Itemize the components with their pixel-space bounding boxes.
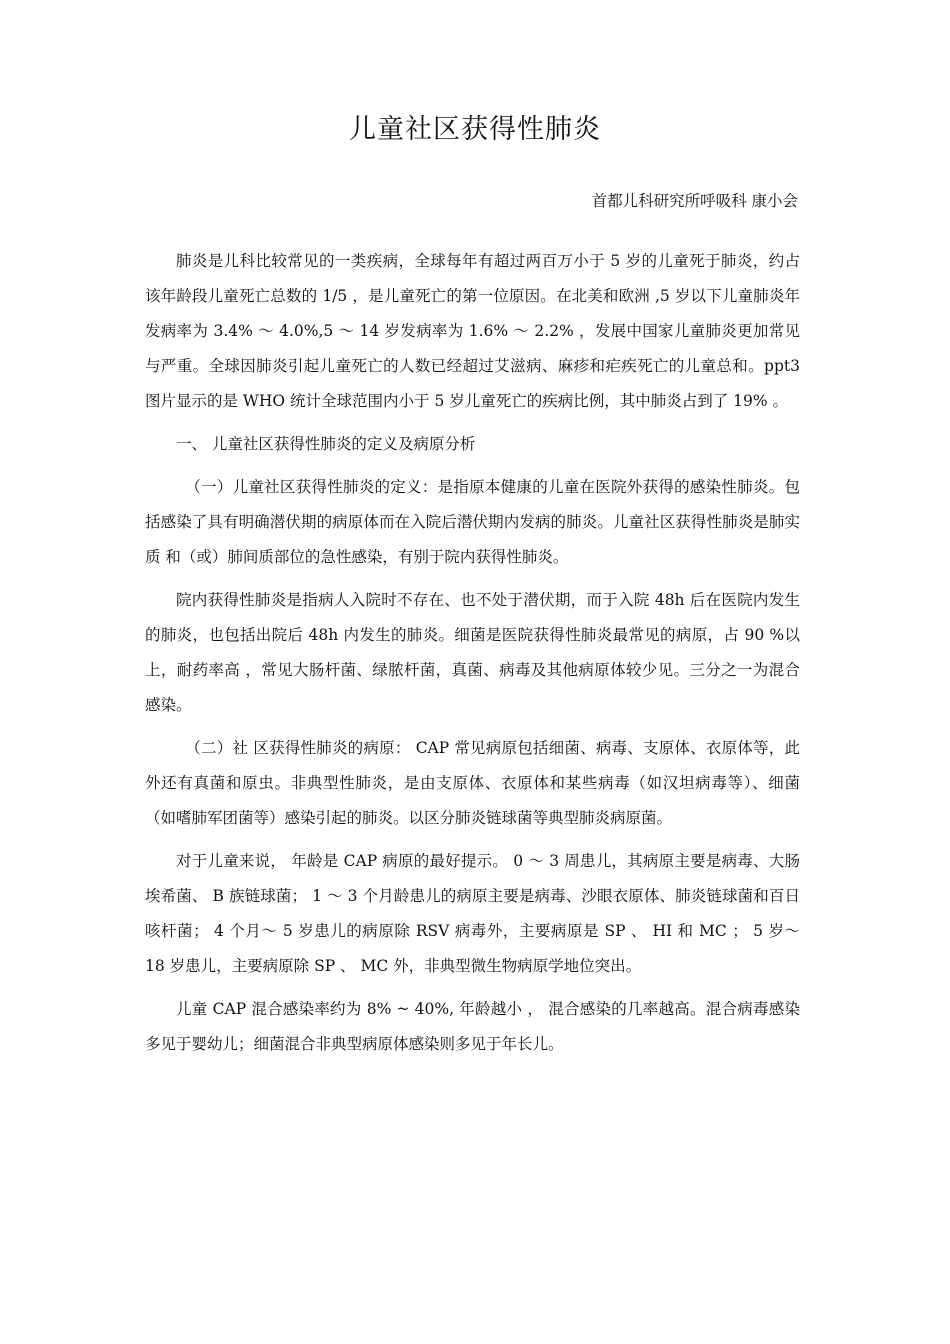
paragraph-pathogens: （二）社 区获得性肺炎的病原： CAP 常见病原包括细菌、病毒、支原体、衣原体等，此外还有真菌和原虫。非典型性肺炎，是由支原体、衣原体和某些病毒（如汉坦病毒等）、细菌（如嗜肺军团菌等）感染引起的肺炎。以区分肺炎链球菌等典型肺炎病原菌。: [145, 739, 800, 827]
document-title: 儿童社区获得性肺炎: [349, 114, 601, 145]
author-line: 首都儿科研究所呼吸科 康小会: [591, 192, 798, 210]
paragraph-definition: （一）儿童社区获得性肺炎的定义：是指原本健康的儿童在医院外获得的感染性肺炎。包括感染了具有明确潜伏期的病原体而在入院后潜伏期内发病的肺炎。儿童社区获得性肺炎是肺实质 和（或）肺间质部位的急性感染，有别于院内获得性肺炎。: [145, 478, 800, 566]
paragraph-age-pathogens: 对于儿童来说， 年龄是 CAP 病原的最好提示。 0 ～ 3 周患儿，其病原主要是病毒、大肠埃希菌、 B 族链球菌； 1 ～ 3 个月龄患儿的病原主要是病毒、沙眼衣原体、肺炎链球菌和百日咳杆菌； 4 个月～ 5 岁患儿的病原除 RSV 病毒外，主要病原是 SP 、 HI 和 MC ； 5 岁～ 18 岁患儿，主要病原除 SP 、 MC 外，非典型微生物病原学地位突出。: [145, 852, 800, 975]
section-heading-1: 一、 儿童社区获得性肺炎的定义及病原分析: [176, 435, 476, 453]
document-body: [145, 244, 800, 1070]
paragraph-intro: 肺炎是儿科比较常见的一类疾病，全球每年有超过两百万小于 5 岁的儿童死于肺炎，约占该年龄段儿童死亡总数的 1/5 ，是儿童死亡的第一位原因。在北美和欧洲 ,5 岁以下儿童肺炎年发病率为 3.4% ～ 4.0%,5 ～ 14 岁发病率为 1.6% ～ 2.2% ，发展中国家儿童肺炎更加常见与严重。全球因肺炎引起儿童死亡的人数已经超过艾滋病、麻疹和疟疾死亡的儿童总和。ppt3 图片显示的是 WHO 统计全球范围内小于 5 岁儿童死亡的疾病比例，其中肺炎占到了 19% 。: [145, 252, 800, 410]
paragraph-hospital-acquired: 院内获得性肺炎是指病人入院时不存在、也不处于潜伏期，而于入院 48h 后在医院内发生的肺炎，也包括出院后 48h 内发生的肺炎。细菌是医院获得性肺炎最常见的病原，占 90 %以上，耐药率高 ，常见大肠杆菌、绿脓杆菌，真菌、病毒及其他病原体较少见。三分之一为混合感染。: [145, 591, 800, 714]
paragraph-mixed-infection: 儿童 CAP 混合感染率约为 8% ~ 40%, 年龄越小 ， 混合感染的几率越高。混合病毒感染多见于婴幼儿；细菌混合非典型病原体感染则多见于年长儿。: [145, 1000, 800, 1053]
